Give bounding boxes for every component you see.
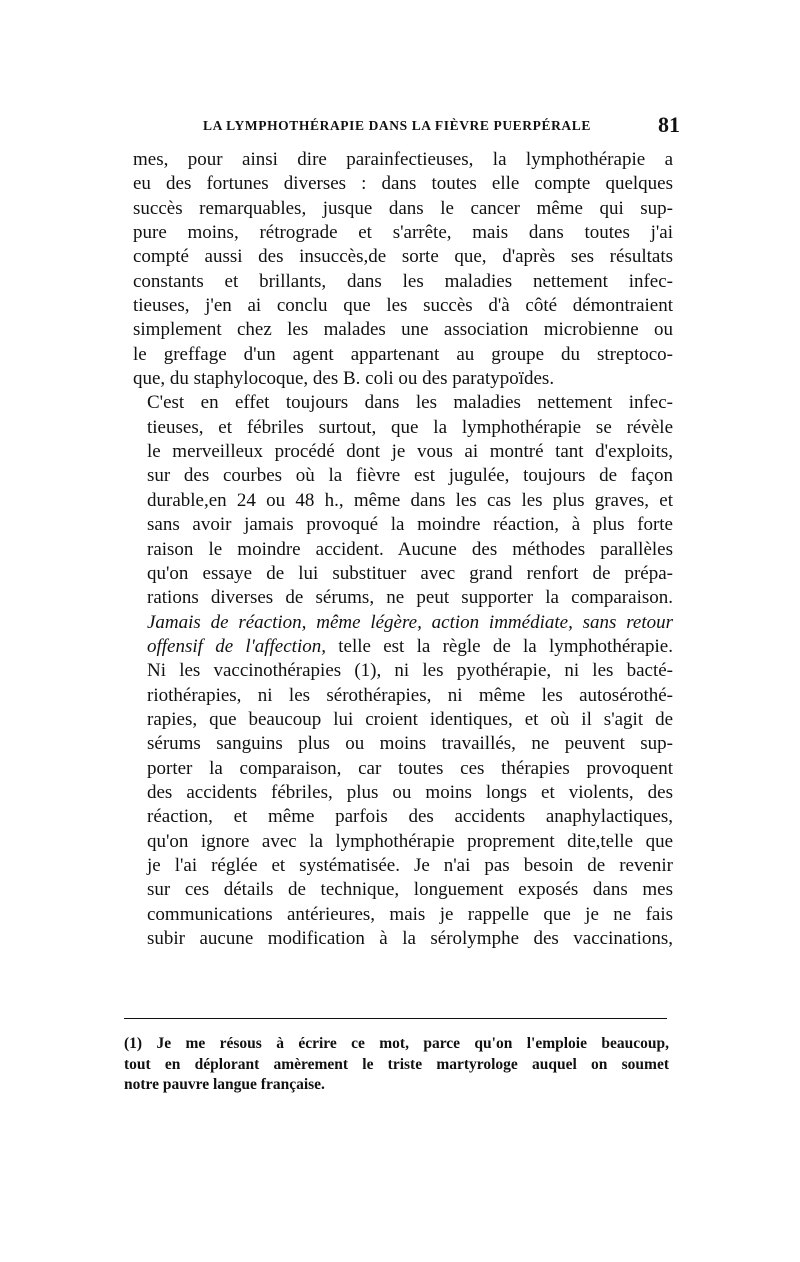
text-line: réaction, et même parfois des accidents anaphylactiques, [147,806,673,828]
text-line: sur des courbes où la fièvre est jugulée, toujours de façon [147,465,673,487]
body-text [133,148,673,951]
text-line: C'est en effet toujours dans les maladies nettement infec- [147,392,673,414]
text-line: riothérapies, ni les sérothérapies, ni même les autosérothé- [147,684,673,706]
text-line: pure moins, rétrograde et s'arrête, mais dans toutes j'ai [133,222,673,244]
text-line: raison le moindre accident. Aucune des méthodes parallèles [147,538,673,560]
text-line: que, du staphylocoque, des B. coli ou des paratypoïdes. [133,368,555,390]
running-head: LA LYMPHOTHÉRAPIE DANS LA FIÈVRE PUERPÉRALE [203,118,591,133]
italic-line: Jamais de réaction, même légère, action immédiate, sans retour [147,611,673,633]
text-line: sérums sanguins plus ou moins travaillés, ne peuvent sup- [147,733,673,755]
text-line: Ni les vaccinothérapies (1), ni les pyothérapie, ni les bacté- [147,660,673,682]
text-line: durable,en 24 ou 48 h., même dans les cas les plus graves, et [147,489,673,511]
text-line: tieuses, j'en ai conclu que les succès d'à côté démontraient [133,295,673,317]
paragraph-2 [133,391,673,951]
text-line: mes, pour ainsi dire parainfectieuses, la lymphothérapie a [133,149,673,170]
text-line: porter la comparaison, car toutes ces thérapies provoquent [147,757,673,779]
roman-phrase: telle est la règle de la lymphothérapie. [325,635,673,657]
text-line: tieuses, et fébriles surtout, que la lymphothérapie se révèle [147,416,673,438]
text-line: qu'on ignore avec la lymphothérapie proprement dite,telle que [147,830,673,852]
text-line: succès remarquables, jusque dans le cancer même qui sup- [133,197,673,219]
footnote [124,1034,669,1096]
text-line: qu'on essaye de lui substituer avec grand renfort de prépa- [147,562,673,584]
italic-phrase: offensif de l'affection, [147,635,326,657]
paragraph-1 [133,148,673,391]
text-line: le greffage d'un agent appartenant au groupe du streptoco- [133,343,673,365]
text-line: simplement chez les malades une association microbienne ou [133,319,673,341]
text-line: eu des fortunes diverses : dans toutes elle compte quelques [133,173,673,195]
text-line: sur ces détails de technique, longuement exposés dans mes [147,879,673,901]
text-line: communications antérieures, mais je rappelle que je ne fais [147,903,673,925]
footnote-line: notre pauvre langue française. [124,1076,325,1093]
page-header [200,112,680,146]
mixed-line [133,635,673,659]
footnote-line: (1) Je me résous à écrire ce mot, parce qu'on l'emploie beaucoup, [124,1035,669,1052]
text-line: rations diverses de sérums, ne peut supporter la comparaison. [147,587,673,609]
text-line: je l'ai réglée et systématisée. Je n'ai pas besoin de revenir [147,854,673,876]
text-line: rapies, que beaucoup lui croient identiques, et où il s'agit de [147,708,673,730]
text-line: des accidents fébriles, plus ou moins longs et violents, des [147,781,673,803]
text-line: constants et brillants, dans les maladies nettement infec- [133,270,673,292]
text-line: compté aussi des insuccès,de sorte que, d'après ses résultats [133,246,673,268]
text-line: sans avoir jamais provoqué la moindre réaction, à plus forte [147,514,673,536]
footnote-line: tout en déplorant amèrement le triste martyrologe auquel on soumet [124,1055,669,1073]
page-number: 81 [658,112,680,137]
text-line: subir aucune modification à la sérolymphe des vaccinations, [147,928,673,949]
footnote-rule [124,1018,667,1019]
text-line: le merveilleux procédé dont je vous ai montré tant d'exploits, [147,441,673,463]
